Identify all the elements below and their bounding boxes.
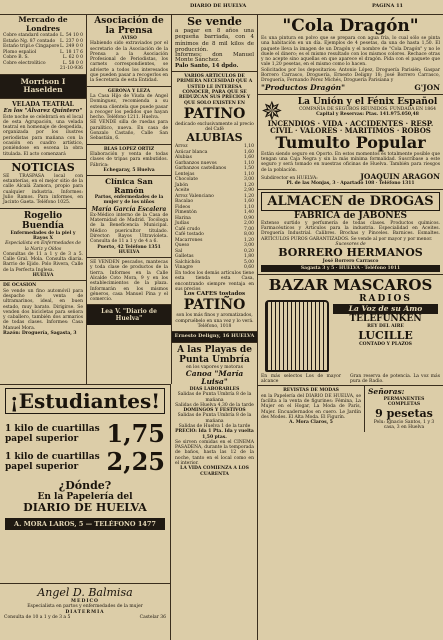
revistas-text: en la Papelería del DIARIO DE HUELVA, se facilita a la venta de figurines: Fémina, La Mujer en el Hogar, La Moda de París, Mujer. Encuadernados en cuero. Le Jardín des Modes. El Alta Moda. El Figurín. xyxy=(261,393,361,420)
borrero-subtitle: José Borrero Carrasco xyxy=(322,259,379,265)
cafes-title: Los CAFES tostados xyxy=(183,291,246,298)
mercado-londres xyxy=(0,14,86,75)
mercado-rows xyxy=(3,33,83,72)
price-item: Azúcar blanca xyxy=(175,149,208,155)
price-item: Aceite xyxy=(175,188,190,194)
subdirector-name: JOAQUIN ARAGON xyxy=(360,171,440,181)
cola-foot: "Productos Dragón" xyxy=(261,82,345,92)
velada-text: Este noche se celebrará en el local de esta Agrupación, una velada teatral en homenaje de despedida, organizada por los ilustres periodistas para mañana con la ocasión en cuadro artístico, poniéndose en escena la obra titulada. El acto comenzará xyxy=(3,114,83,157)
radio-set-icon xyxy=(265,300,329,372)
union-lines: INCENDIOS · VIDA · ACCIDENTES · RESP. CIVIL · VALORES · MARITIMOS · ROBOS xyxy=(267,118,434,135)
se-venden-text: SE VENDEN pescados, mantecas y toda clase de productos de la tierra. Informes en la Calle Alcalde Coto Mora, 9 y en los establecimientos de la plaza. Informarán en los mismos géneros, casa Manuel Pina y el comercio. xyxy=(90,260,168,303)
maria-name: María García Escalera xyxy=(91,205,167,213)
header-page-number: PAGINA 11 xyxy=(372,3,404,9)
ortiz-address: Echegaray, 5 Huelva xyxy=(103,167,155,173)
vende-silla-text: SE VENDE silla de ruedas para paralítico, nueva. En casa de Gonzalo Castaño, Calle San Sebastián, 6. xyxy=(90,120,168,142)
price-value: 1,50 xyxy=(243,166,254,172)
price-value: 5,00 xyxy=(243,259,254,265)
price-item: Galletas xyxy=(175,254,194,260)
noticias-title: NOTICIAS xyxy=(11,160,75,174)
subdirector-address: Pl. de las Monjas, 3 · Apartado 108 · Teléfono 1311 xyxy=(286,181,415,187)
price-value: 8,00 xyxy=(243,232,254,238)
playas-title: A las Playas de Punta Umbría xyxy=(177,344,252,365)
consulta-label: Consulta de 10 a 1 y de 3 a 5 xyxy=(4,614,71,620)
blas-lopez xyxy=(87,145,171,176)
price-value: 1,20 xyxy=(243,182,254,188)
radio-note-2: Gran reserva de potencia. La voz más pura de Radio. xyxy=(350,373,440,385)
price-value: 1,60 xyxy=(243,155,254,161)
price-value: 1,10 xyxy=(243,144,254,150)
patino-address: Ernesto Deligny, 16 HUELVA xyxy=(172,332,257,342)
mercado-item: Estaño Ng. 87 contado xyxy=(3,38,56,44)
price-value: 1,60 xyxy=(243,149,254,155)
senoras-title: Señoras: xyxy=(368,387,405,397)
price-item: Queso xyxy=(175,243,190,249)
mercado-value: L. 249 0 0 xyxy=(59,44,83,49)
fabrica-title: FABRICA de JABONES xyxy=(293,210,407,221)
price-item: Jabón xyxy=(175,182,188,188)
borrero-address: Sagasta 3 y 5 · HUELVA · Teléfono 1011 xyxy=(261,265,440,272)
price-item: Alubias xyxy=(175,155,192,161)
rogelio-subtitle: Enfermedades de la piel y Rayos X xyxy=(10,230,76,241)
rogelio-name: Rogelio Buendía xyxy=(22,210,64,231)
radio-note-1: En más selectos Los de mayor alcance xyxy=(261,373,341,385)
pelu-text: Pelu: Ignacio Santos, 1 y 3 casa, 3 en Huelva xyxy=(373,419,435,430)
borrero-header: Sucesores de xyxy=(335,241,366,247)
schedule-4: Salidas de Huelva 1 de la tarde xyxy=(178,424,251,429)
subdirector-label: Subdirector en HUELVA: xyxy=(261,175,318,181)
price-value: 0,60 xyxy=(243,265,254,271)
noticias xyxy=(0,160,86,209)
patino2-subtitle: son los más finos y aromatizados, compruébelo en una vez y lo verá. Teléfono, 1018 xyxy=(175,313,254,330)
price-value: 1,10 xyxy=(243,204,254,210)
patino-title: PATINO xyxy=(183,105,246,122)
price-value: 2,90 xyxy=(243,188,254,194)
tumulto-title: Tumulto Popular xyxy=(275,132,426,152)
schedule-1: Salidas de Punta Umbría 8 de la mañana xyxy=(177,392,252,403)
price-value: 2,00 xyxy=(243,221,254,227)
mercado-value: L. 58 0 0 xyxy=(62,60,83,66)
mercado-title: Mercado de Londres xyxy=(18,15,68,33)
price-item: Sal xyxy=(175,248,183,254)
rogelio-ad xyxy=(0,209,86,282)
maria-address: Puerto, 42 Teléfono 1351 xyxy=(97,244,161,250)
cola-title: "Cola Dragón" xyxy=(282,16,419,36)
ocasion xyxy=(0,281,86,338)
mercado-item: Cobre electrolítico xyxy=(3,60,46,66)
union-fenix-ad xyxy=(258,95,443,190)
price-item: Judías xyxy=(175,221,190,227)
ocasion-foot: Razón: Droguería, Sagasta, 3 xyxy=(3,331,77,336)
vida-text: LA VIDA COMIENZA A LOS CUARENTA xyxy=(180,466,249,477)
price-list xyxy=(175,144,254,271)
patino-subtitle: dedicado exclusivamente al precio del Café xyxy=(175,121,254,133)
velada-title: VELADA TEATRAL xyxy=(12,100,74,108)
price-value: 3,00 xyxy=(243,243,254,249)
se-vende-info: Informes: don Manuel Monte Sánchez. xyxy=(175,52,254,64)
dias-laborables: DIAS LABORABLES xyxy=(189,386,240,392)
mercado-value: L. 237 0 0 xyxy=(59,38,83,44)
lucille-label: LUCILLE xyxy=(358,328,413,342)
price-item: Vinagre xyxy=(175,265,193,271)
price-value: 1,20 xyxy=(243,193,254,199)
clinica-subtitle: Partos, enfermedades de la mujer y de los niños xyxy=(94,195,164,206)
radios-label: RADIOS xyxy=(359,293,412,304)
price-item: Bacalao xyxy=(175,199,194,205)
price-value: 3,00 xyxy=(243,177,254,183)
mercado-item: Cobre B. S. xyxy=(3,55,29,60)
column-1 xyxy=(0,14,87,384)
clinica-san-ramon xyxy=(87,176,171,258)
phoenix-emblem-icon: ✵ xyxy=(261,97,283,128)
medico-label: MEDICO xyxy=(71,599,99,604)
rogelio-text: Consultas de 11 a 1 y de 3 a 5. Calle Gral. Mola. Consulta diaria. Barrio de Ejido. Polo Rivera, Calle de la Perfecta Inglesa. xyxy=(3,251,83,273)
revistas-ad xyxy=(258,386,365,432)
donde-label: ¿Dónde? xyxy=(58,479,112,492)
papeleria-label: En la Papelería del xyxy=(37,492,133,502)
mercado-item: Cobre standard contado xyxy=(3,33,59,38)
sirven-text: Se sirven comidas en el CINEMA PASADENA, durante la temporada de baños, hasta las 12 de la noche, tanto en el local como en el interior. xyxy=(175,439,254,467)
revistas-address: A. Mora Claros, 5 xyxy=(289,420,333,426)
voz-label: La Voz de su Amo xyxy=(333,304,438,315)
morrison-banner: Morrison I Haselden xyxy=(0,75,86,99)
patino-prices xyxy=(172,72,257,332)
column-4 xyxy=(258,14,443,640)
maria-text: Ex-Médico interno de la Casa de Maternidad de Madrid. Tocóloga de la Beneficencia Municipal. Médico puericultor titulado. Director: Rayos Ultravioleta. Consulta de 11 a 1 y de 4 a 6. xyxy=(90,212,168,245)
gerona-leza xyxy=(87,87,171,145)
rogelio-city: HUELVA xyxy=(32,273,54,279)
price-item: Pimentón xyxy=(175,210,197,216)
precio: PRECIO: Ida 1 Pta. Ida y vuelta 1,50 ptas. xyxy=(175,429,254,440)
ocasion-text: Se vende un fino automóvil para despacho de venta de ultramarinos, ideal, en buen estado, muy barato. Dirigirse. Se venden dos bicicletas para señora y caballero, también dos armarios de todas clases. Informes: Casa Manuel Mora. xyxy=(3,288,83,331)
price-item: Café tostado xyxy=(175,232,204,238)
asociacion-title: Asociación de la Prensa xyxy=(94,16,164,36)
schedule-3: Salidas de Punta Umbría 8 de la mañana xyxy=(177,413,252,424)
bazar-title: BAZAR MASCAROS xyxy=(268,275,433,294)
asociacion-subtitle: AVISO xyxy=(121,36,137,41)
almacen-title: ALMACEN de DROGAS xyxy=(261,192,440,211)
canoa-name: Canoa "María Luisa" xyxy=(185,368,244,387)
price-item: Garbanzos nuevos xyxy=(175,160,217,166)
estudiantes-ad xyxy=(0,384,171,584)
papel-label-1: papel superior xyxy=(5,434,79,444)
rogelio-specialty: Especialista en Enfermedades de la Nariz y Oídos xyxy=(5,241,81,252)
castelar-label: Castelar 36 xyxy=(139,614,166,620)
schedule-2: Salidas de Huelva 4,30 de la tarde xyxy=(175,402,254,408)
cola-text-2: Solicitados por los depositarios: Antonio López, Droguería Parisién; Gaspar Borrero Carrasco, Droguería, Ernesto Deligny 18; José Borrero Carrasco, Droguería, Fernando Pérez Michés, Droguería Parisiana y xyxy=(261,67,440,84)
estudiantes-foot: A. MORA LAROS, 5 — TELÉFONO 1477 xyxy=(5,518,165,530)
ortiz-text: Elaboración y venta de todas clases de tripas para embutidos. Fábrica: xyxy=(90,151,168,168)
price-item: Macarrones xyxy=(175,237,203,243)
union-capital: Capital y Reservas: Ptas. 141.975.050,48 xyxy=(316,112,419,118)
pesetas-label: 9 pesetas xyxy=(375,406,433,420)
price-value: 1,10 xyxy=(243,160,254,166)
mercado-value: L. 62 0 0 xyxy=(62,55,83,60)
se-venden xyxy=(87,258,171,305)
cola-dragon-ad xyxy=(258,14,443,95)
maria-city: HUELVA xyxy=(118,249,140,255)
velada-subtitle: En los "Álvarez Quintero" xyxy=(3,107,83,114)
price-value: 1,40 xyxy=(243,210,254,216)
balmisa-ad xyxy=(0,584,171,640)
price-item: Arroz Valenciano xyxy=(175,193,214,199)
kilo-label-2: 1 kilo de cuartillas xyxy=(5,452,100,462)
ortiz-title: BLAS LOPEZ ORTIZ xyxy=(103,146,155,152)
price-value: 0,20 xyxy=(243,248,254,254)
price-item: Fideos xyxy=(175,204,191,210)
mercado-item: Estaño tripl.e Cingapore xyxy=(3,44,60,49)
mercado-value: 21-10-936 xyxy=(59,66,83,71)
header-center: DIARIO DE HUELVA xyxy=(190,3,247,9)
gerona-text: La Casa Hijo de Viuda de Angel Domínguez, recomienda a su extensa clientela que puede pasar a recoger los pedidos que hayan hecho. Teléfono 1211. Huelva. xyxy=(90,93,168,121)
price-item: Lentejas xyxy=(175,171,195,177)
price-value: 1,10 xyxy=(243,171,254,177)
se-vende-address: Palo Santo, 14 dpdo. xyxy=(175,62,239,69)
page-header xyxy=(0,0,443,15)
price-item: Arroz xyxy=(175,144,188,150)
borrero-title: BORRERO HERMANOS xyxy=(278,246,423,260)
kilo-label-1: 1 kilo de cuartillas xyxy=(5,424,100,434)
rey-label: REY DEL AIRE xyxy=(367,324,404,330)
price-value: 0,90 xyxy=(243,215,254,221)
mercado-value: L. 18 17 6 xyxy=(59,49,83,55)
ocasion-title: DE OCASION xyxy=(3,283,37,289)
price-item: Chocolate xyxy=(175,177,198,183)
revistas-title: REVISTAS DE MODAS xyxy=(283,388,339,394)
angel-name: Angel D. Balmisa xyxy=(37,586,133,599)
permanentes-label: PERMANENTES COMPLETAS xyxy=(383,396,425,408)
domingos: DOMINGOS Y FESTIVOS xyxy=(183,408,246,414)
noticias-text: SE TRASPASA local con estanterías, en el mejor sitio de la calle Alcalá Zamora, propio para cualquier industria. Informes: Julio Ramos. Para informes, en Jacinto Gaeta. Teléfono 1025. xyxy=(3,173,83,206)
bottom-ads-row xyxy=(258,386,443,432)
price-value: 1,60 xyxy=(243,199,254,205)
union-subtitle: COMPAÑÍA DE SEGUROS REUNIDOS. FUNDADA EN 1864 xyxy=(298,107,437,113)
se-vende-title: Se vende xyxy=(187,15,242,28)
todos-text: En todos los demás artículos tiene esta tienda esta Casa, encontrando siempre ventaja en sus precios xyxy=(175,270,254,292)
telefunken-label: TELEFUNKEN xyxy=(349,314,422,325)
cola-city: G'JON xyxy=(414,82,440,92)
price-item: Garbanzos castellanos xyxy=(175,166,227,172)
papel-label-2: papel superior xyxy=(5,462,79,472)
price-2: 2,25 xyxy=(106,447,165,476)
playas-ad xyxy=(172,343,257,479)
varios-title: VARIOS ARTICULOS DE PRIMERA NECESIDAD QUE A USTED LE INTERESA CONOCER, PARA QUE SE REDUZCAN SUS PRECIOS Y QUE SOLO EXISTEN EN xyxy=(176,74,253,106)
alubias-title: ALUBIAS xyxy=(186,131,243,145)
price-value: 1,20 xyxy=(243,237,254,243)
clinica-title: Clínica San Ramón xyxy=(105,177,153,195)
espec-label: Especialista en partos y enfermedades de la mujer xyxy=(27,604,143,610)
se-vende xyxy=(172,14,257,72)
cola-text: Es una pintura en polvo que se prepara con agua fría, lo cual sólo se pinta una habitación en un día. Ejemplos de 4 pesetas, da una de hasta 1,50. El paquete lleva la imagen de un Dragón y el nombre de "Cola Dragón" y no le duele el dinero; es el mismo resultado con los mismos colores. Rechace otras y no acepte sino aquellas en que aparece el dragón. Pida con el paquete que vale 1,20 pesetas, en el mismo como lo hacen. xyxy=(261,36,440,68)
tumulto-text: Están siendo seguro en Oporto. En estos momentos es totalmente posible que tengan una Caja Negra y sin la más mínima formalidad. Suscríbase a este seguro y será tomado en nuestras oficinas de Huelva. También para riesgos de la población. xyxy=(261,151,440,173)
price-item: Café crudo xyxy=(175,226,201,232)
permanentes-ad xyxy=(365,386,443,432)
price-value: 7,00 xyxy=(243,226,254,232)
price-1: 1,75 xyxy=(106,419,165,448)
estudiantes-title: ¡Estudiantes! xyxy=(5,388,165,414)
lea-diario-banner: Lea V. "Diario de Huelva" xyxy=(87,305,171,325)
column-2 xyxy=(87,14,172,384)
contado-label: CONTADO Y PLAZOS xyxy=(359,341,412,347)
almacen-text: Extenso surtido y perfumería de todas clases. Productos químicos. Farmacéuticos y Artículos para la industria. Especialidad en Aceites. Droguería Industrial. Calibres. Brochas y Pinceles. Barnices. Esmaltes. ARTÍCULOS PUROS GARANTIZADOS. Se vende al por mayor y por menor. xyxy=(261,220,440,242)
se-vende-text: a pagar en 8 años una pequeña barriada, con 4 mínimos de 8 mil kilos de producción. xyxy=(175,28,254,53)
price-item: Harina xyxy=(175,215,191,221)
patino2-title: PATIÑO xyxy=(183,297,246,314)
gerona-title: GERONA Y LEZA xyxy=(107,88,151,94)
radio-illustration xyxy=(261,294,440,374)
asociacion-text: Habiendo sido extraviados por el secretario de la Asociación de la Prensa a la Asociación Profesional de Periodistas, los carnets correspondientes, se advierte a todos los interesados que pueden pasar a recogerlos en la Secretaría de esta Entidad. xyxy=(90,41,168,84)
diatermia-label: DIATERMIA xyxy=(65,609,105,615)
velada-teatral xyxy=(0,99,86,160)
mercado-row xyxy=(3,66,83,72)
asociacion-prensa xyxy=(87,14,171,87)
mercado-value: L. 54 10 0 xyxy=(59,33,83,38)
playas-subtitle: en los vapores y motoras xyxy=(186,364,243,370)
price-value: 1,80 xyxy=(243,254,254,260)
bazar-mascaros-ad xyxy=(258,275,443,387)
diario-label: DIARIO DE HUELVA xyxy=(23,501,147,514)
mercado-item: Plomo espaliol xyxy=(3,49,37,55)
column-3 xyxy=(172,14,258,640)
price-item: Salchichón xyxy=(175,259,201,265)
union-title: La Unión y el Fénix Español xyxy=(297,97,438,108)
almacen-drogas-ad xyxy=(258,190,443,275)
